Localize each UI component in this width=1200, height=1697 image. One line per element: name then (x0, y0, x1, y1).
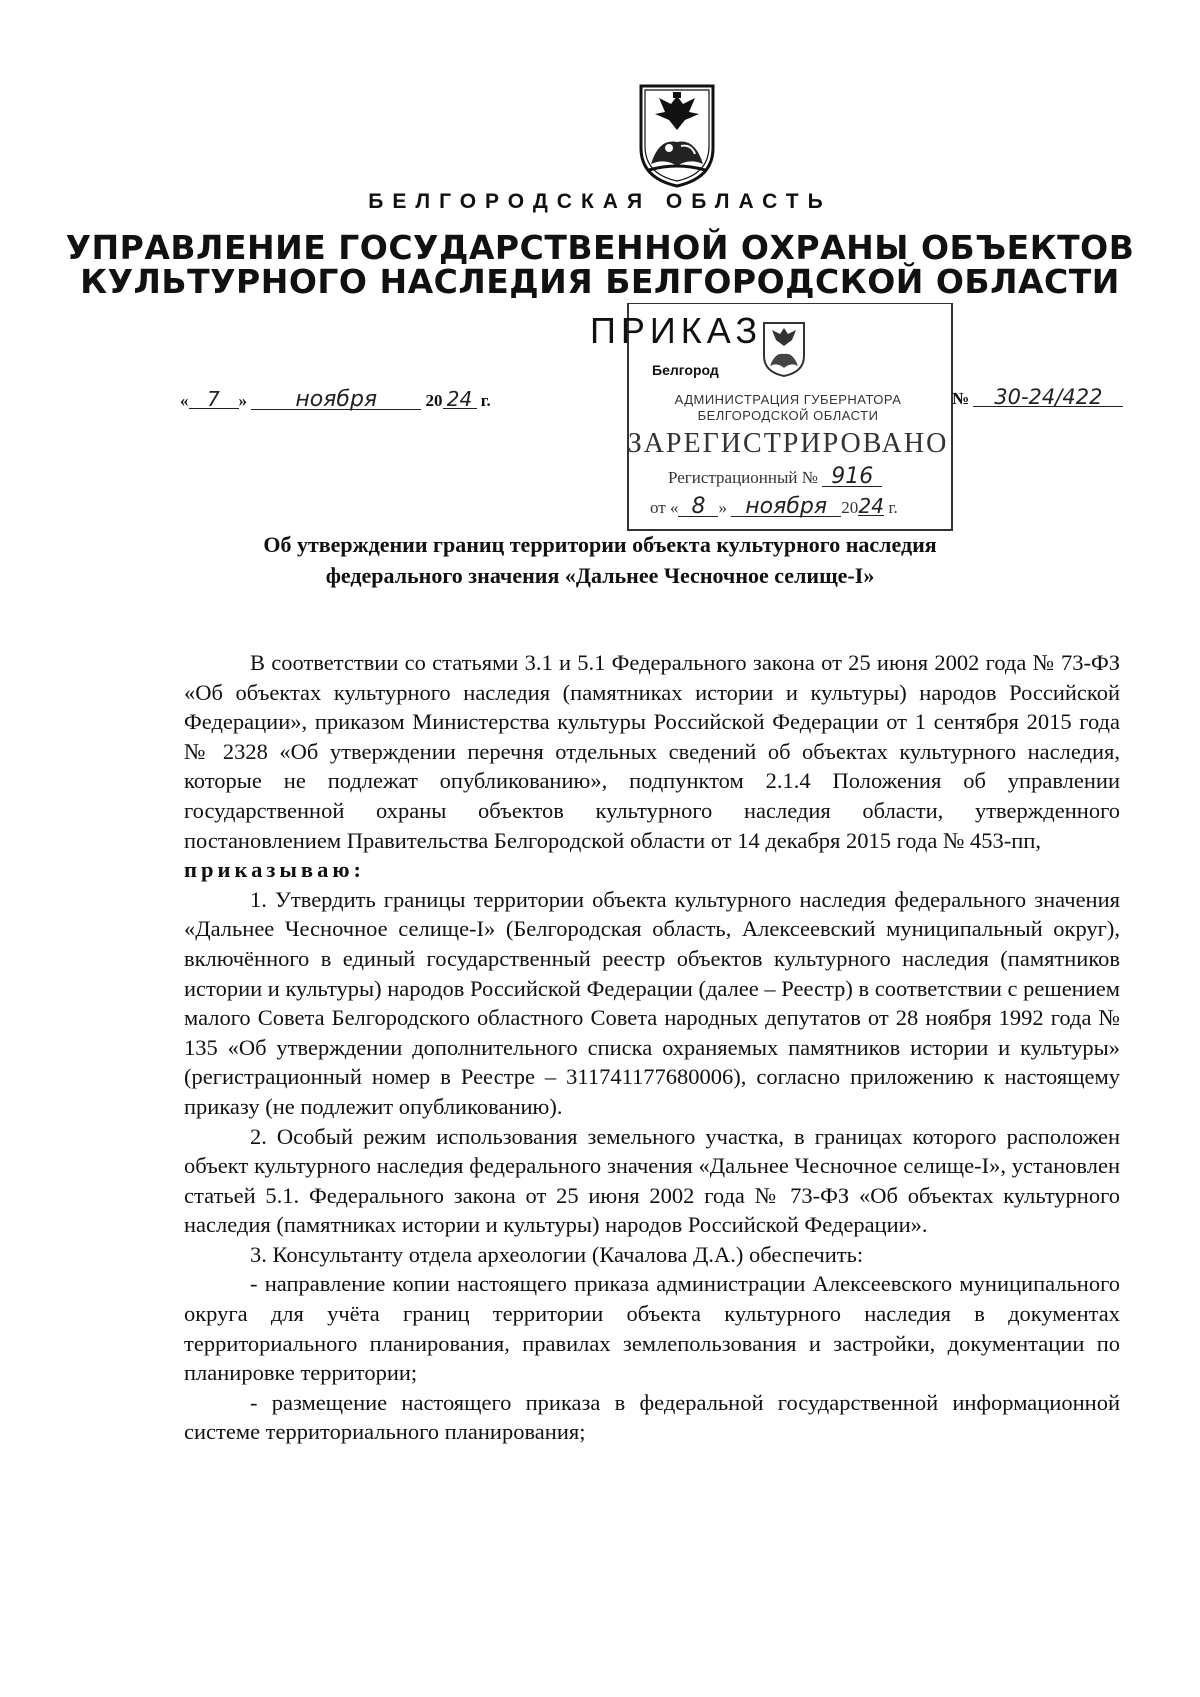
city-name: Белгород (652, 362, 719, 378)
stamp-registration-date (650, 494, 898, 519)
order-item-3a: - направление копии настоящего приказа администрации Алексеевского муниципального округа для учёта границ территории объекта культурного наследия в документах территориального планирования, правилах землепользования и застройки, документации по планировке территории; (184, 1271, 1120, 1386)
order-number-label: № (952, 389, 970, 408)
document-type-title: ПРИКАЗ (590, 310, 763, 351)
preamble-paragraph: В соответствии со статьями 3.1 и 5.1 Федерального закона от 25 июня 2002 года № 73-ФЗ «Об объектах культурного наследия (памятниках истории и культуры) народов Российской Федерации», приказом Министерства культуры Российской Федерации от 1 сентября 2015 года № 2328 «Об утверждении перечня отдельных сведений об объектах культурного наследия, которые не подлежат опубликованию», подпунктом 2.1.4 Положения об управлении государственной охраны объектов культурного наследия области, утвержденного постановлением Правительства Белгородской области от 14 декабря 2015 года № 453-пп, (184, 650, 1120, 853)
date-close-quote: » (238, 391, 247, 410)
order-item-1: 1. Утвердить границы территории объекта культурного наследия федерального значения «Дальнее Чесночное селище-I» (Белгородская область, Алексеевский муниципальный округ), включённого в единый государственный реестр объектов культурного наследия (памятников истории и культуры) народов Российской Федерации (далее – Реестр) в соответствии с решением малого Совета Белгородского областного Совета народных депутатов от 28 ноября 1992 года № 135 «Об утверждении дополнительного списка охраняемых памятников истории и культуры» (регистрационный номер в Реестре – 311741177680006), согласно приложению к настоящему приказу (не подлежит опубликованию). (184, 886, 1120, 1119)
region-name: БЕЛГОРОДСКАЯ ОБЛАСТЬ (368, 190, 832, 213)
stamp-reg-number-value: 916 (822, 468, 882, 487)
stamp-date-suffix: г. (888, 498, 898, 517)
order-item-2: 2. Особый режим использования земельного участка, в границах которого расположен объект культурного наследия федерального значения «Дальнее Чесночное селище-I», установлен статьей 5.1. Федерального закона от 25 июня 2002 года № 73-ФЗ «Об объектах культурного наследия (памятниках истории и культуры) народов Российской Федерации». (184, 1123, 1120, 1238)
coat-of-arms-emblem (637, 82, 717, 188)
stamp-registration-number (668, 464, 882, 489)
date-year-prefix: 20 (425, 391, 443, 410)
department-name-line-2: КУЛЬТУРНОГО НАСЛЕДИЯ БЕЛГОРОДСКОЙ ОБЛАСТИ (80, 262, 1120, 301)
date-day: 7 (189, 390, 239, 409)
stamp-registered-label: ЗАРЕГИСТРИРОВАНО (627, 428, 949, 459)
date-month: ноября (251, 391, 421, 410)
stamp-date-month: ноября (731, 498, 841, 517)
order-number-value: 30-24/422 (973, 388, 1123, 407)
stamp-emblem-icon (761, 320, 807, 378)
date-year-suffix: 24 (443, 390, 477, 409)
document-body (184, 648, 1120, 1447)
document-title-line-1: Об утверждении границ территории объекта культурного наследия (263, 532, 937, 557)
order-number (952, 385, 1123, 409)
order-item-3: 3. Консультанту отдела археологии (Качалова Д.А.) обеспечить: (250, 1241, 864, 1267)
stamp-admin-line-1: АДМИНИСТРАЦИЯ ГУБЕРНАТОРА (674, 392, 902, 407)
stamp-admin-line-2: БЕЛГОРОДСКОЙ ОБЛАСТИ (697, 408, 879, 423)
document-title-line-2: федерального значения «Дальнее Чесночное селище-I» (325, 563, 875, 588)
stamp-date-year-prefix: 20 (841, 498, 859, 517)
stamp-reg-label: Регистрационный № (668, 468, 818, 487)
order-command: приказываю: (184, 857, 366, 883)
stamp-date-year: 24 (858, 494, 884, 518)
date-open-quote: « (180, 391, 189, 410)
order-date (180, 387, 491, 412)
stamp-date-day: 8 (678, 498, 718, 517)
stamp-date-prefix: от « (650, 498, 679, 517)
stamp-date-close: » (718, 498, 727, 517)
order-item-3b: - размещение настоящего приказа в федеральной государственной информационной системе территориального планирования; (184, 1389, 1120, 1445)
department-name-line-1: УПРАВЛЕНИЕ ГОСУДАРСТВЕННОЙ ОХРАНЫ ОБЪЕКТОВ (65, 228, 1135, 267)
date-year-unit: г. (480, 391, 491, 410)
